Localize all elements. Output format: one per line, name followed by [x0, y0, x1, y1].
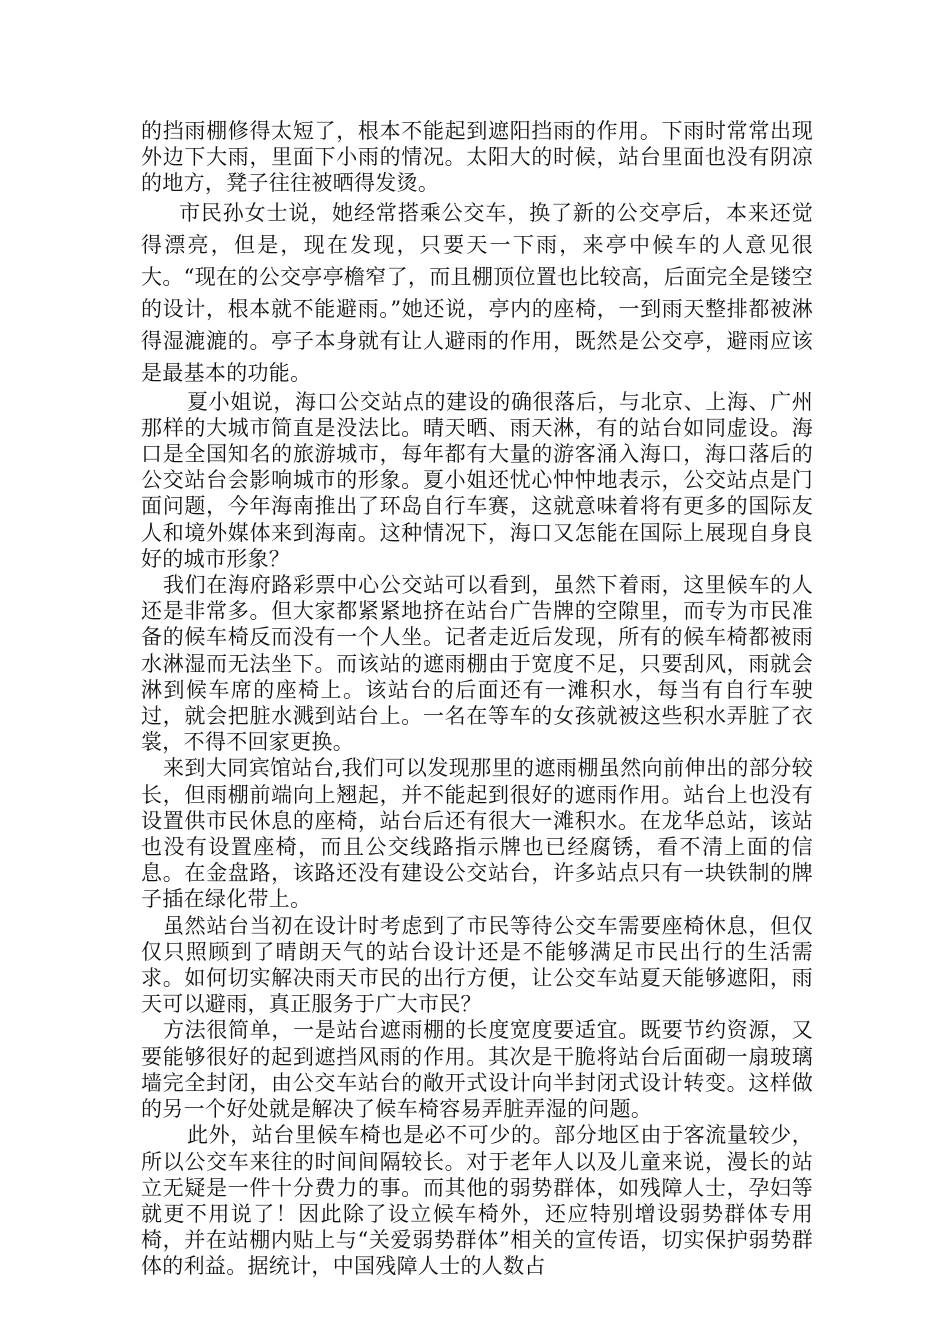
- paragraph-7: 方法很简单，一是站台遮雨棚的长度宽度要适宜。既要节约资源，又要能够很好的起到遮挡风雨的作用。其次是干脆将站台后面砌一扇玻璃墙完全封闭，由公交车站台的敞开式设计向半封闭式设计转变。这样做的另一个好处就是解决了候车椅容易弄脏弄湿的问题。: [141, 1018, 813, 1122]
- paragraph-8: 此外，站台里候车椅也是必不可少的。部分地区由于客流量较少，所以公交车来往的时间间隔较长。对于老年人以及儿童来说，漫长的站立无疑是一件十分费力的事。而其他的弱势群体，如残障人士，孕妇等就更不用说了！因此除了设立候车椅外，还应特别增设弱势群体专用椅，并在站棚内贴上与“关爱弱势群体”相关的宣传语，切实保护弱势群体的利益。据统计，中国残障人士的人数占: [141, 1123, 813, 1279]
- document-body: [141, 118, 813, 1280]
- paragraph-4: 我们在海府路彩票中心公交站可以看到，虽然下着雨，这里候车的人还是非常多。但大家都紧紧地挤在站台广告牌的空隙里，而专为市民准备的候车椅反而没有一个人坐。记者走近后发现，所有的候车椅都被雨水淋湿而无法坐下。而该站的遮雨棚由于宽度不足，只要刮风，雨就会淋到候车席的座椅上。该站台的后面还有一滩积水，每当有自行车驶过，就会把脏水溅到站台上。一名在等车的女孩就被这些积水弄脏了衣裳，不得不回家更换。: [141, 573, 813, 755]
- paragraph-2: 市民孙女士说，她经常搭乘公交车，换了新的公交亭后，本来还觉得漂亮，但是，现在发现，只要天一下雨，来亭中候车的人意见很大。“现在的公交亭亭檐窄了，而且棚顶位置也比较高，后面完全是镂空的设计，根本就不能避雨。”她还说，亭内的座椅，一到雨天整排都被淋得湿漉漉的。亭子本身就有让人避雨的作用，既然是公交亭，避雨应该是最基本的功能。: [141, 200, 813, 385]
- paragraph-3: 夏小姐说，海口公交站点的建设的确很落后，与北京、上海、广州那样的大城市简直是没法比。晴天晒、雨天淋，有的站台如同虚设。海口是全国知名的旅游城市，每年都有大量的游客涌入海口，海口落后的公交站台会影响城市的形象。夏小姐还忧心忡忡地表示，公交站点是门面问题，今年海南推出了环岛自行车赛，这就意味着将有更多的国际友人和境外媒体来到海南。这种情况下，海口又怎能在国际上展现自身良好的城市形象？: [141, 389, 813, 571]
- paragraph-1: 的挡雨棚修得太短了，根本不能起到遮阳挡雨的作用。下雨时常常出现外边下大雨，里面下小雨的情况。太阳大的时候，站台里面也没有阴凉的地方，凳子往往被晒得发烫。: [141, 119, 813, 196]
- paragraph-5: 来到大同宾馆站台,我们可以发现那里的遮雨棚虽然向前伸出的部分较长，但雨棚前端向上翘起，并不能起到很好的遮雨作用。站台上也没有设置供市民休息的座椅，站台后还有很大一滩积水。在龙华总站，该站也没有设置座椅，而且公交线路指示牌也已经腐锈，看不清上面的信息。在金盘路，该路还没有建设公交站台，许多站点只有一块铁制的牌子插在绿化带上。: [141, 756, 813, 912]
- paragraph-6: 虽然站台当初在设计时考虑到了市民等待公交车需要座椅休息，但仅仅只照顾到了晴朗天气的站台设计还是不能够满足市民出行的生活需求。如何切实解决雨天市民的出行方便，让公交车站夏天能够遮阳，雨天可以避雨，真正服务于广大市民？: [141, 913, 813, 1017]
